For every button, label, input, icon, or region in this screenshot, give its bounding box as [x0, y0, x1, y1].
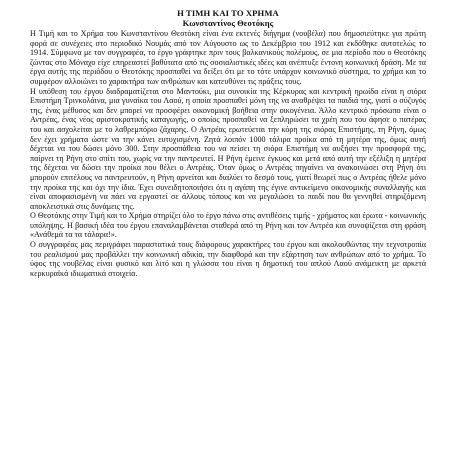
- paragraph-style: Ο συγγραφέας μας περιγράφει παραστατικά τους διάφορους χαρακτήρες του έργου και ακολουθώντας την τεχνοτροπία του ρεαλισμού μας προβάλλει την κοινωνική αδικία, την διαφθορά και την εξάρτηση των ανθρώπων από το χρήμα. Το ύφος της νουβέλας είναι φυσικό και λιτό και η γλώσσα του είναι η δημοτική του απλού Λαού ανάμεικτη με αρκετά κερκυραϊκά ιδιωματικά στοιχεία.: [30, 240, 426, 278]
- document-body: [30, 8, 426, 278]
- paragraph-plot: Η υπόθεση του έργου διαδραματίζεται στο Μαντούκι, μια συνοικία της Κέρκυρας και κεντρική ηρωίδα είναι η σιόρα Επιστήμη Τρινκολάινα, μια γυναίκα του Λαού, η οποία προσπαθεί μόνη της να αναθρέψει τα παιδιά της, γιατί ο σύζυγός της, ένας μέθυσος και δεν μπορεί να προσφέρει οικονομική βοήθεια στην οικογένεια. Άλλο κεντρικό πρόσωπο είναι ο Αντρέας, ένας νέος αριστοκρατικής καταγωγής, ο οποίος προσπαθεί να ξεπληρώσει τα χρέη που του άφησε ο πατέρας του και ασχολείται με το λαθρεμπόριο ζάχαρης. Ο Αντρέας ερωτεύεται την κόρη της σιόρας Επιστήμης, τη Ρήνη, όμως δεν έχει χρήματα ώστε να την κάνει ευτυχισμένη. Ζητά λοιπόν 1000 τάλιρα προίκα από τη μητέρα της, όμως αυτή δέχεται να του δώσει μόνο 300. Στην προσπάθεια του να πείσει τη σιόρα Επιστήμη να αυξήσει την προσφορά της, παίρνει τη Ρήνη στο σπίτι του, χωρίς να την παντρευτεί. Η Ρήνη έμεινε έγκυος και μετά από αυτή την εξέλιξη η μητέρα της δέχεται να δώσει την προίκα που θέλει ο Αντρέας. Όταν όμως ο Αντρέας πηγαίνει να ανακοινώσει στη Ρήνη ότι μπορούν επιτέλους να παντρευτούν, η Ρήνη αρνείται και διαλύει το δεσμό τους, γιατί θεωρεί πως ο Αντρέας ήθελε μόνο την προίκα της και όχι την ίδια. Έχει συνειδητοποιήσει ότι η αγάπη της έγινε αντικείμενο οικονομικής συναλλαγής και είναι αποφασισμένη να πάει να εργαστεί σε άλλους τόπους και να μεγαλώσει το παιδί που θα γεννηθεί στηριζόμενη αποκλειστικά στις δυνάμεις της.: [30, 86, 426, 211]
- document-title: Η ΤΙΜΗ ΚΑΙ ΤΟ ΧΡΗΜΑ: [177, 8, 279, 18]
- document-author: Κωνσταντίνος Θεοτόκης: [182, 18, 274, 28]
- paragraph-intro: Η Τιμή και το Χρήμα του Κωνσταντίνου Θεοτόκη είναι ένα εκτενές διήγημα (νουβέλα) που δημοσιεύτηκε για πρώτη φορά σε συνέχειες στο περιοδικό Νουμάς από τον Αύγουστο ως το Δεκέμβριο του 1912 και εκδόθηκε αυτοτελώς το 1914. Σύμφωνα με τον συγγραφέα, το έργο γράφτηκε πριν τους βαλκανικούς πολέμους, σε μια περίοδο που ο Θεοτόκης ζώντας στο Μόναχο είχε επηρεαστεί βαθύτατα από τις σοσιαλιστικές ιδέες και ανέπτυξε έντονη κοινωνική δράση. Με τα έργα αυτής της περιόδου ο Θεοτόκης προσπαθεί να δείξει ότι με το τότε υπάρχον κοινωνικό σύστημα, το χρήμα και το συμφέρον αλλοιώνει το χαρακτήρα των ανθρώπων και κατευθύνει τις πράξεις τους.: [30, 29, 426, 86]
- paragraph-theme: Ο Θεοτόκης στην Τιμή και το Χρήμα στηρίζει όλο το έργο πάνω στις αντιθέσεις τιμής - χρήματος και έρωτα - κοινωνικής υπόληψης. Η βασική ιδέα του έργου επαναλαμβάνεται σταθερά από τη Ρήνη και τον Αντρέα και συνοψίζεται στη φράση «Ανάθεμά τα τα τάλαρα!».: [30, 211, 426, 240]
